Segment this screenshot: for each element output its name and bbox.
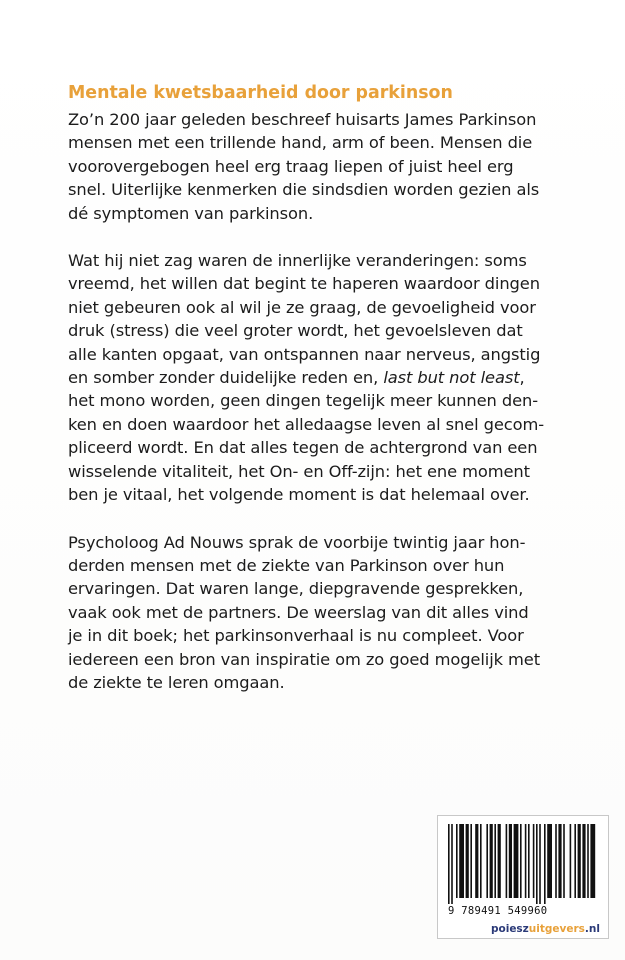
text-line: iedereen een bron van inspiratie om zo goed mogelijk met (68, 649, 540, 669)
text-line: ben je vitaal, het volgende moment is dat helemaal over. (68, 485, 530, 505)
barcode-bar (555, 824, 557, 898)
text-segment: , (519, 368, 525, 388)
barcode-bar (544, 824, 546, 904)
barcode-bar (451, 824, 453, 904)
barcode-bar (459, 824, 464, 898)
barcode-bar (539, 824, 541, 904)
barcode-bar (582, 824, 585, 898)
barcode-bar (558, 824, 561, 898)
barcode-bar (475, 824, 478, 898)
text-line: derden mensen met de ziekte van Parkinson over hun (68, 555, 505, 575)
text-line: mensen met een trillende hand, arm of been. Mensen die (68, 133, 533, 153)
barcode-block (437, 815, 609, 939)
text-line: vaak ook met de partners. De weerslag van dit alles vind (68, 602, 529, 622)
text-line-with-italic (68, 366, 568, 389)
barcode-bar (514, 824, 519, 898)
text-line: druk (stress) die veel groter wordt, het gevoelsleven dat (68, 321, 523, 341)
barcode-icon (446, 824, 600, 904)
barcode-bar (470, 824, 472, 898)
text-line: ervaringen. Dat waren lange, diepgravende gesprekken, (68, 579, 524, 599)
barcode-bar (480, 824, 482, 898)
paragraph-1 (68, 108, 568, 225)
barcode-bar (570, 824, 572, 898)
barcode-bar (498, 824, 501, 898)
barcode-bar (533, 824, 535, 898)
publisher-domain: .nl (584, 923, 600, 935)
text-line: dé symptomen van parkinson. (68, 203, 314, 223)
text-line: het mono worden, geen dingen tegelijk meer kunnen den- (68, 391, 538, 411)
barcode-bar (536, 824, 538, 904)
blurb-text (68, 80, 568, 694)
text-line: niet gebeuren ook al wil je ze graag, de gevoeligheid voor (68, 297, 536, 317)
section-title: Mentale kwetsbaarheid door parkinson (68, 83, 453, 103)
barcode-bar (520, 824, 522, 898)
barcode-bar (578, 824, 581, 898)
text-line: pliceerd wordt. En dat alles tegen de achtergrond van een (68, 438, 538, 458)
barcode-bar (448, 824, 450, 904)
barcode-bar (547, 824, 552, 898)
text-line: alle kanten opgaat, van ontspannen naar nerveus, angstig (68, 344, 541, 364)
barcode-bar (590, 824, 595, 898)
barcode-bar (456, 824, 458, 898)
text-line: ken en doen waardoor het alledaagse leven al snel gecom- (68, 414, 544, 434)
publisher-name-part: uitgevers (528, 923, 585, 935)
paragraph-2 (68, 249, 568, 506)
barcode-bar (574, 824, 576, 898)
paragraph-3 (68, 531, 568, 695)
text-line: Zo’n 200 jaar geleden beschreef huisarts James Parkinson (68, 110, 537, 129)
barcode-bar (525, 824, 527, 898)
text-segment: en somber zonder duidelijke reden en, (68, 368, 384, 388)
text-line: voorovergebogen heel erg traag liepen of juist heel erg (68, 156, 514, 176)
text-line: wisselende vitaliteit, het On- en Off-zijn: het ene moment (68, 461, 530, 481)
text-line: je in dit boek; het parkinsonverhaal is nu compleet. Voor (68, 626, 524, 646)
text-line: Psycholoog Ad Nouws sprak de voorbije twintig jaar hon- (68, 532, 526, 552)
text-line: de ziekte te leren omgaan. (68, 672, 285, 692)
publisher-name-part: poiesz (490, 923, 529, 935)
barcode-bar (466, 824, 469, 898)
text-line: snel. Uiterlijke kenmerken die sindsdien worden gezien als (68, 180, 540, 200)
barcode-bar (490, 824, 493, 898)
italic-phrase: last but not least (383, 368, 520, 388)
barcode-bar (506, 824, 508, 898)
barcode-bar (528, 824, 530, 898)
text-line: vreemd, het willen dat begint te haperen waardoor dingen (68, 274, 540, 294)
barcode-bar (509, 824, 512, 898)
publisher-url (438, 920, 608, 938)
text-line: Wat hij niet zag waren de innerlijke veranderingen: soms (68, 251, 527, 271)
barcode-bar (486, 824, 488, 898)
isbn-number: 9 789491 549960 (448, 905, 548, 917)
barcode-bar (563, 824, 565, 898)
barcode-bar (494, 824, 496, 898)
barcode-bar (587, 824, 589, 898)
